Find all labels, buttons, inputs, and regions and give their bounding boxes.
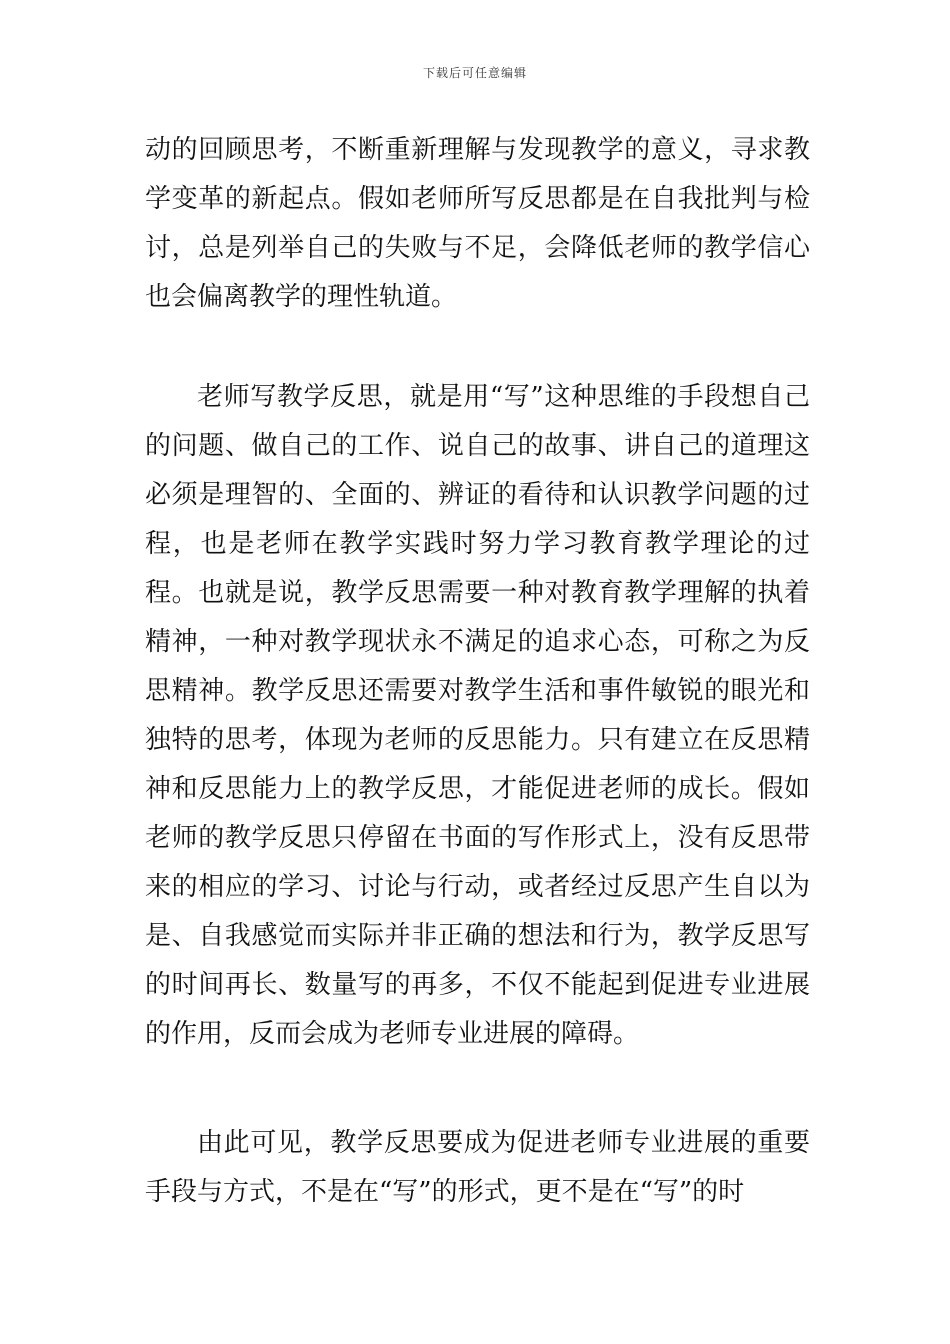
paragraph-conclusion: 由此可见，教学反思要成为促进老师专业进展的重要手段与方式，不是在“写”的形式，更不是在“写”的时	[145, 1128, 810, 1207]
paragraph-teacher-reflection: 老师写教学反思，就是用“写”这种思维的手段想自己的问题、做自己的工作、说自己的故事、讲自己的道理这必须是理智的、全面的、辨证的看待和认识教学问题的过程，也是老师在教学实践时努力学习教育教学理论的过程。也就是说，教学反思需要一种对教育教学理解的执着精神，一种对教学现状永不满足的追求心态，可称之为反思精神。教学反思还需要对教学生活和事件敏锐的眼光和独特的思考，体现为老师的反思能力。只有建立在反思精神和反思能力上的教学反思，才能促进老师的成长。假如老师的教学反思只停留在书面的写作形式上，没有反思带来的相应的学习、讨论与行动，或者经过反思产生自以为是、自我感觉而实际并非正确的想法和行为，教学反思写的时间再长、数量写的再多，不仅不能起到促进专业进展的作用，反而会成为老师专业进展的障碍。	[145, 382, 810, 1049]
paragraph-continuation: 动的回顾思考，不断重新理解与发现教学的意义，寻求教学变革的新起点。假如老师所写反思都是在自我批判与检讨，总是列举自己的失败与不足，会降低老师的教学信心也会偏离教学的理性轨道。	[145, 135, 810, 312]
page-header-note: 下载后可任意编辑	[422, 66, 527, 80]
paragraph-conclusion-container	[145, 1119, 810, 1217]
